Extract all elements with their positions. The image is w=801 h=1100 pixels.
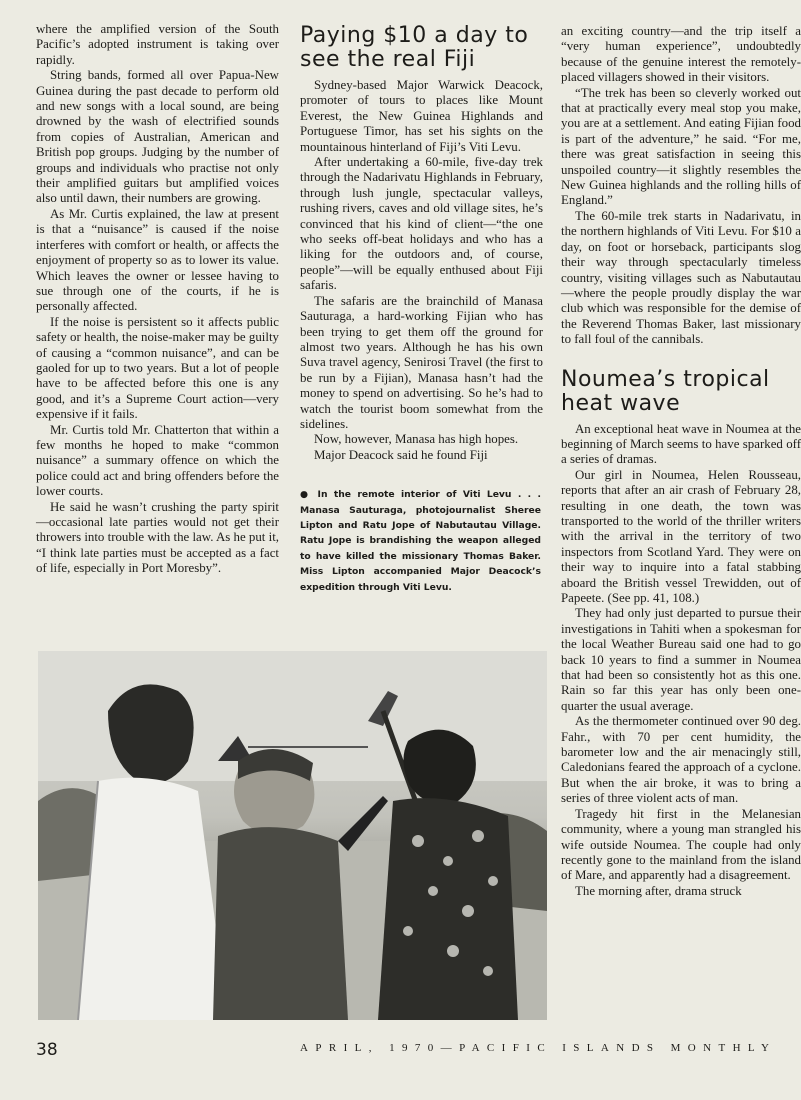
paragraph: The safaris are the brainchild of Manasa Sauturaga, a hard-working Fijian who has been trying to get them off the ground for almost two years. Although he has his own Suva travel agency, Senirosi Travel (the first to be run by a Fijian), Manasa hasn’t had the money to spend on advertising. So he’s had to watch the tourist boom somewhat from the sidelines. — [300, 293, 543, 431]
photo-caption: ● In the remote interior of Viti Levu . . . Manasa Sauturaga, photojournalist Sheree Lipton and Ratu Jope of Nabutautau Village. Ratu Jope is brandishing the weapon alleged to have killed the missionary Thomas Baker. Miss Lipton accompanied Major Deacock’s expedition through Viti Levu. — [300, 489, 541, 593]
paragraph: “The trek has been so cleverly worked out that at practically every meal stop you make, you are at a settlement. And eating Fijian food is part of the adventure,” he said. “For me, there was great satisfaction in seeing this unspoiled country—it slightly resembles the New Guinea highlands and the rolling hills of England.” — [561, 85, 801, 208]
paragraph: If the noise is persistent so it affects public safety or health, the noise-maker may be guilty of causing a “common nuisance”, and can be gaoled for up to two years. But a lot of people have to be affected before this one is any good, and it’s a Supreme Court action—very expensive if it fails. — [36, 314, 279, 422]
paragraph: Mr. Curtis told Mr. Chatterton that within a few months he hoped to make “common nuisance” a summary offence on which the police could act and bring offenders before the lower courts. — [36, 422, 279, 499]
publication-masthead: APRIL, 1970—PACIFIC ISLANDS MONTHLY — [300, 1042, 777, 1054]
article-headline-noumea: Noumea’s tropical heat wave — [561, 366, 770, 416]
article-headline-fiji: Paying $10 a day to see the real Fiji — [300, 23, 529, 72]
page-footer — [0, 1038, 801, 1068]
paragraph: Now, however, Manasa has high hopes. — [314, 432, 519, 447]
column-1-text — [36, 22, 279, 577]
news-photograph — [38, 651, 547, 1020]
paragraph: The 60-mile trek starts in Nadarivatu, in the northern highlands of Viti Levu. For $10 a day, on foot or horseback, participants slog their way through spectacularly timeless country, visiting villages such as Nabutautau—where the people proudly display the war club which was responsible for the demise of the Reverend Thomas Baker, last missionary to fall foul of the cannibals. — [561, 208, 801, 347]
paragraph: Tragedy hit first in the Melanesian community, where a young man strangled his wife outside Noumea. The couple had only recently gone to the mainland from the island of Mare, and apparently had a disagreement. — [561, 806, 801, 883]
paragraph: He said he wasn’t crushing the party spirit—occasional late parties would not get their throwers into trouble with the law. As he put it, “I think late parties must be accepted as a fact of life, especially in Port Moresby”. — [36, 499, 279, 576]
paragraph: After undertaking a 60-mile, five-day trek through the Nadarivatu Highlands in February, through lush jungle, spectacular valleys, rushing rivers, caves and old village sites, he’s convinced that his kind of client—“the one who seeks off-beat holidays and who has a liking for the outdoors and, of course, people”—will be equally enthused about Fiji safaris. — [300, 155, 543, 293]
page-number: 38 — [36, 1040, 58, 1060]
paragraph: where the amplified version of the South Pacific’s adopted instrument is taking over rapidly. — [36, 22, 279, 67]
column-2-fiji-article — [300, 24, 543, 595]
paragraph: String bands, formed all over Papua-New Guinea during the past decade to perform old and new songs with a local sound, are being drowned by the wash of electrified sounds from copies of Australian, American and British pop groups. Judging by the number of groups and individuals who practise not only their amplified guitars but amplified voices also until dawn, their numbers are growing. — [36, 68, 279, 206]
photo-illustration — [38, 651, 547, 1020]
paragraph: As Mr. Curtis explained, the law at present is that a “nuisance” is caused if the noise interferes with comfort or health, or affects the enjoyment of property so as to lower its value. Which leaves the owner or lessee having to sue through one of the courts, if he is personally affected. — [36, 206, 279, 314]
paragraph: Sydney-based Major Warwick Deacock, promoter of tours to places like Mount Everest, the New Guinea Highlands and Portuguese Timor, has set his sights on the mountainous hinterland of Fiji’s Viti Levu. — [300, 78, 543, 154]
column-3-text — [561, 24, 801, 899]
paragraph: Major Deacock said he found Fiji — [314, 447, 488, 462]
paragraph: An exceptional heat wave in Noumea at the beginning of March seems to have sparked off a series of dramas. — [561, 421, 801, 467]
paragraph: an exciting country—and the trip itself a “very human experience”, undoubtedly because of the genuine interest the remotely-placed villagers showed in their visitors. — [561, 24, 801, 85]
paragraph: The morning after, drama struck — [575, 883, 742, 898]
paragraph: Our girl in Noumea, Helen Rousseau, reports that after an air crash of February 28, resulting in one death, the town was transported to the world of the thriller writers with the arrival in the territory of two inspectors from Scotland Yard. They were on their way to inquire into a fatal stabbing aboard the British vessel Trewidden, out of Papeete. (See pp. 41, 108.) — [561, 467, 801, 605]
paragraph: They had only just departed to pursue their investigations in Tahiti when a spokesman for the local Weather Bureau said one had to go back 10 years to find a summer in Noumea that had been so consistently hot as this one. Rain so far this year has only been one-quarter the usual average. — [561, 606, 801, 713]
paragraph: As the thermometer continued over 90 deg. Fahr., with 70 per cent humidity, the barometer low and the air menacingly still, Caledonians feared the approach of a cyclone. But when the air broke, it was to bring a series of three violent acts of man. — [561, 714, 801, 806]
